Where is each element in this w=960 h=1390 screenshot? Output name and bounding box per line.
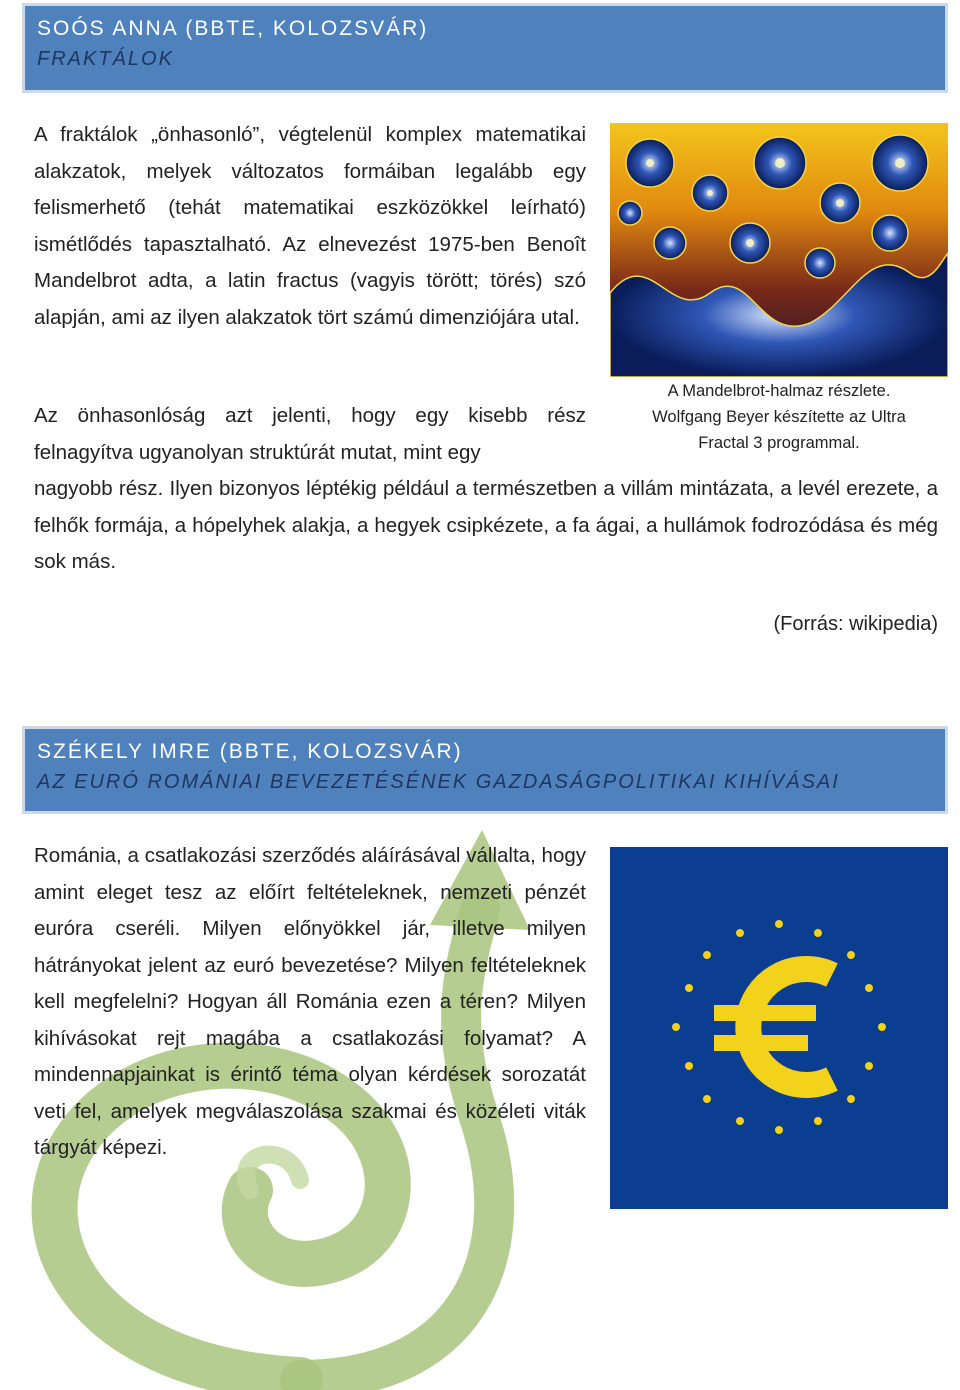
caption-line-1: A Mandelbrot-halmaz részlete. bbox=[667, 382, 891, 400]
caption-line-2: Wolfgang Beyer készítette az Ultra bbox=[652, 408, 906, 426]
article1-paragraph2-start: Az önhasonlóság azt jelenti, hogy egy kisebb rész felnagyítva ugyanolyan struktúrát mutat, mint egy bbox=[34, 404, 586, 464]
mandelbrot-image bbox=[610, 123, 948, 377]
article1-title: FRAKTÁLOK bbox=[37, 48, 174, 70]
article1-paragraph2-end: nagyobb rész. Ilyen bizonyos léptékig például a természetben a villám mintázata, a levél erezete, a felhők formája, a hópelyhek alakja, a hegyek csipkézete, a fa ágai, a hullámok fodrozódása és még sok más. bbox=[34, 477, 938, 573]
article2-paragraph: Románia, a csatlakozási szerződés aláírásával vállalta, hogy amint eleget tesz az előírt feltételeknek, nemzeti pénzét euróra cseréli. Milyen előnyökkel jár, illetve milyen hátrányokat jelent az euró bevezetése? Milyen feltételeknek kell megfelelni? Hogyan áll Románia ezen a téren? Milyen kihívásokat rejt magába a csatlakozási folyamat? A mindennapjainkat is érintő téma olyan kérdések sorozatát veti fel, amelyek megválaszolása szakmai és közéleti viták tárgyát képezi. bbox=[34, 844, 586, 1159]
article2-header bbox=[22, 726, 948, 814]
mandelbrot-caption bbox=[612, 378, 946, 456]
article1-author: SOÓS ANNA (BBTE, KOLOZSVÁR) bbox=[37, 17, 429, 40]
caption-line-3: Fractal 3 programmal. bbox=[698, 434, 860, 452]
article2-title: AZ EURÓ ROMÁNIAI BEVEZETÉSÉNEK GAZDASÁGPOLITIKAI KIHÍVÁSAI bbox=[37, 771, 840, 793]
article1-paragraph1: A fraktálok „önhasonló”, végtelenül komplex matematikai alakzatok, melyek változatos formáiban legalább egy felismerhető (tehát matematikai eszközökkel leírható) ismétlődés tapasztalható. Az elnevezést 1975-ben Benoît Mandelbrot adta, a latin fractus (vagyis törött; törés) szó alapján, ami az ilyen alakzatok tört számú dimenziójára utal. bbox=[34, 123, 586, 329]
article1-header bbox=[22, 3, 948, 93]
article1-source: (Forrás: wikipedia) bbox=[773, 613, 938, 635]
article2-author: SZÉKELY IMRE (BBTE, KOLOZSVÁR) bbox=[37, 740, 463, 763]
euro-sign-icon bbox=[610, 847, 948, 1209]
